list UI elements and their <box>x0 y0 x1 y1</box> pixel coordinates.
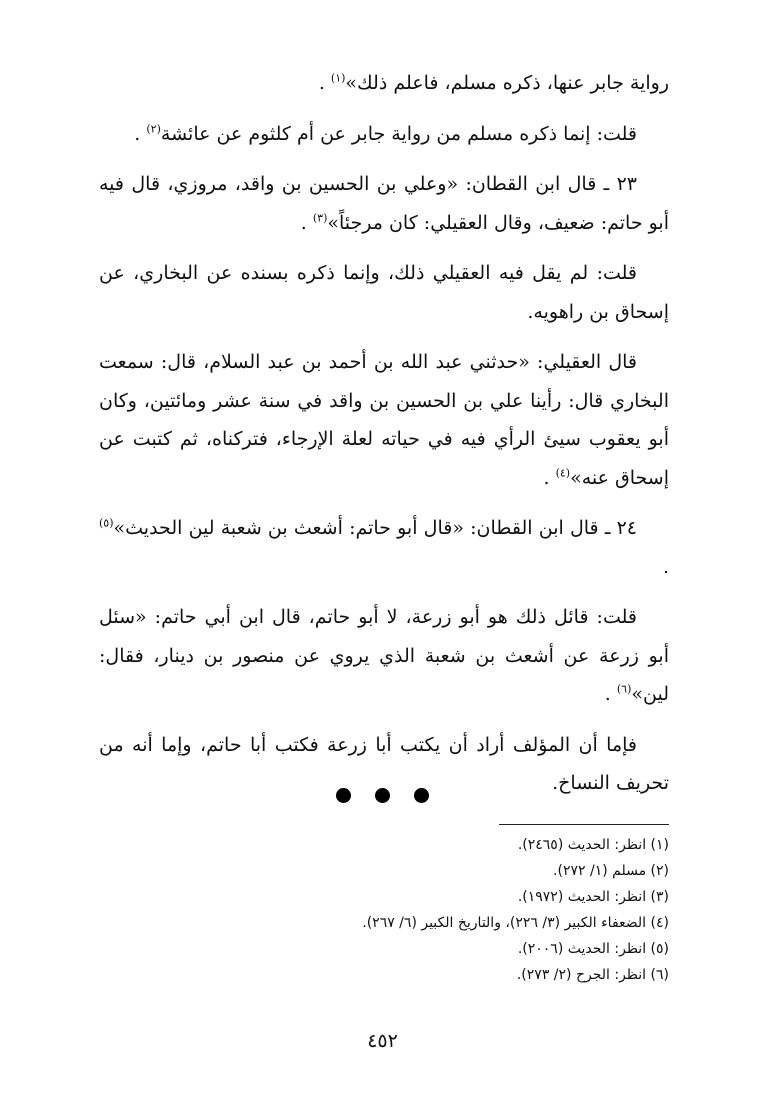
footnote-ref-5: (٥) <box>99 516 114 530</box>
section-separator <box>0 788 765 803</box>
separator-dot <box>414 788 429 803</box>
footnotes <box>99 832 669 988</box>
paragraph-1: رواية جابر عنها، ذكره مسلم، فاعلم ذلك»$^{(١)}$ . <box>318 71 669 94</box>
paragraph-2: قلت: إنما ذكره مسلم من رواية جابر عن أم كلثوم عن عائشة$^{(٢)}$ . <box>134 122 637 145</box>
footnote-ref-4: (٤) <box>555 466 571 480</box>
footnote-rule <box>499 824 669 825</box>
footnote-ref-3: (٣) <box>312 211 328 225</box>
footnote-ref-1: (١) <box>330 71 346 85</box>
paragraph-6: ٢٤ ـ قال ابن القطان: «قال أبو حاتم: أشعث بن شعبة لين الحديث»$^{(٥)}$ . <box>99 516 669 578</box>
footnote-2: (٢) مسلم (١/ ٢٧٢). <box>553 863 669 879</box>
separator-dot <box>336 788 351 803</box>
footnote-ref-2: (٢) <box>146 122 161 136</box>
page-number: ٤٥٢ <box>367 1030 398 1052</box>
separator-dot <box>375 788 390 803</box>
paragraph-4: قلت: لم يقل فيه العقيلي ذلك، وإنما ذكره بسنده عن البخاري، عن إسحاق بن راهويه. <box>99 262 669 323</box>
footnote-5: (٥) انظر: الحديث (٢٠٠٦). <box>517 941 669 957</box>
footnote-6: (٦) انظر: الجرح (٢/ ٢٧٣). <box>516 967 669 983</box>
paragraph-7: قلت: قائل ذلك هو أبو زرعة، لا أبو حاتم، قال ابن أبي حاتم: «سئل أبو زرعة عن أشعث بن شعبة الذي يروي عن منصور بن دينار، فقال: لين»$^{(٦)}$ . <box>99 606 669 705</box>
footnote-1: (١) انظر: الحديث (٢٤٦٥). <box>517 837 669 853</box>
paragraph-3: ٢٣ ـ قال ابن القطان: «وعلي بن الحسين بن واقد، مروزي، قال فيه أبو حاتم: ضعيف، وقال العقيلي: كان مرجئاً»$^{(٣)}$ . <box>99 173 669 234</box>
footnote-4: (٤) الضعفاء الكبير (٣/ ٢٢٦)، والتاريخ الكبير (٦/ ٢٦٧). <box>362 915 669 931</box>
footnote-ref-6: (٦) <box>616 682 632 696</box>
paragraph-8: فإما أن المؤلف أراد أن يكتب أبا زرعة فكتب أبا حاتم، وإما أنه من تحريف النساخ. <box>99 733 669 794</box>
footnote-3: (٣) انظر: الحديث (١٩٧٢). <box>517 889 669 905</box>
paragraph-5: قال العقيلي: «حدثني عبد الله بن أحمد بن عبد السلام، قال: سمعت البخاري قال: رأينا علي بن الحسين بن واقد في سنة عشر ومائتين، وكان أبو يعقوب سيئ الرأي فيه في حياته لعلة الإرجاء، فتركناه، ثم كتبت عن إسحاق عنه»$^{(٤)}$ . <box>99 351 669 489</box>
main-text <box>99 64 669 815</box>
